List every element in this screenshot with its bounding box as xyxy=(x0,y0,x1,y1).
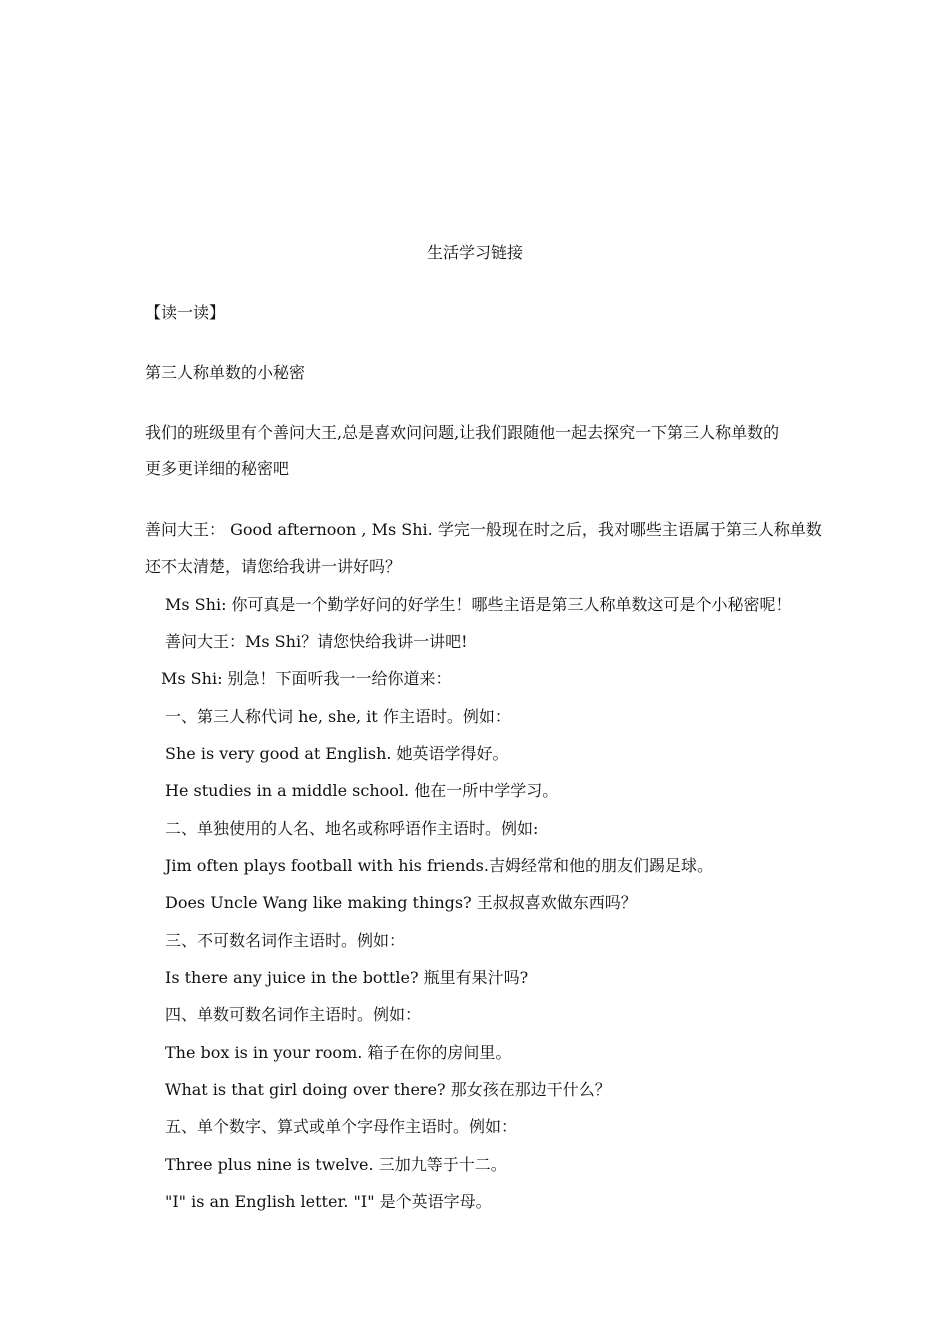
example-sentence: Is there any juice in the bottle? 瓶里有果汁吗? xyxy=(165,968,529,987)
example-sentence: She is very good at English. 她英语学得好。 xyxy=(165,744,509,763)
dialogue-line: 善问大王：Ms Shi？请您快给我讲一讲吧! xyxy=(165,632,468,651)
dialogue-line: 还不太清楚，请您给我讲一讲好吗？ xyxy=(145,557,402,576)
rule-heading: 五、单个数字、算式或单个字母作主语时。例如： xyxy=(165,1117,518,1136)
intro-line: 更多更详细的秘密吧 xyxy=(145,459,290,478)
rule-heading: 一、第三人称代词 he, she, it 作主语时。例如： xyxy=(165,707,511,726)
example-sentence: "I" is an English letter. "I" 是个英语字母。 xyxy=(165,1192,492,1211)
example-sentence: Jim often plays football with his friends.吉姆经常和他的朋友们踢足球。 xyxy=(165,856,713,875)
rule-heading: 四、单数可数名词作主语时。例如： xyxy=(165,1005,422,1024)
dialogue-line: Ms Shi: 别急！下面听我一一给你道来： xyxy=(161,669,452,688)
example-sentence: He studies in a middle school. 他在一所中学学习。 xyxy=(165,781,559,800)
rule-heading: 三、不可数名词作主语时。例如： xyxy=(165,931,406,950)
example-sentence: Does Uncle Wang like making things? 王叔叔喜欢做东西吗？ xyxy=(165,893,637,912)
subtitle: 第三人称单数的小秘密 xyxy=(145,363,306,382)
example-sentence: Three plus nine is twelve. 三加九等于十二。 xyxy=(165,1155,507,1174)
intro-line: 我们的班级里有个善问大王,总是喜欢问问题,让我们跟随他一起去探究一下第三人称单数的 xyxy=(145,423,780,442)
example-sentence: The box is in your room. 箱子在你的房间里。 xyxy=(165,1043,512,1062)
dialogue-line: 善问大王： Good afternoon , Ms Shi. 学完一般现在时之后，我对哪些主语属于第三人称单数 xyxy=(145,520,822,539)
dialogue-line: Ms Shi: 你可真是一个勤学好问的好学生！哪些主语是第三人称单数这可是个小秘密呢！ xyxy=(165,595,792,614)
section-heading: 【读一读】 xyxy=(145,303,226,322)
page-title: 生活学习链接 xyxy=(426,243,523,262)
rule-heading: 二、单独使用的人名、地名或称呼语作主语时。例如: xyxy=(165,819,539,838)
example-sentence: What is that girl doing over there? 那女孩在那边干什么？ xyxy=(165,1080,611,1099)
